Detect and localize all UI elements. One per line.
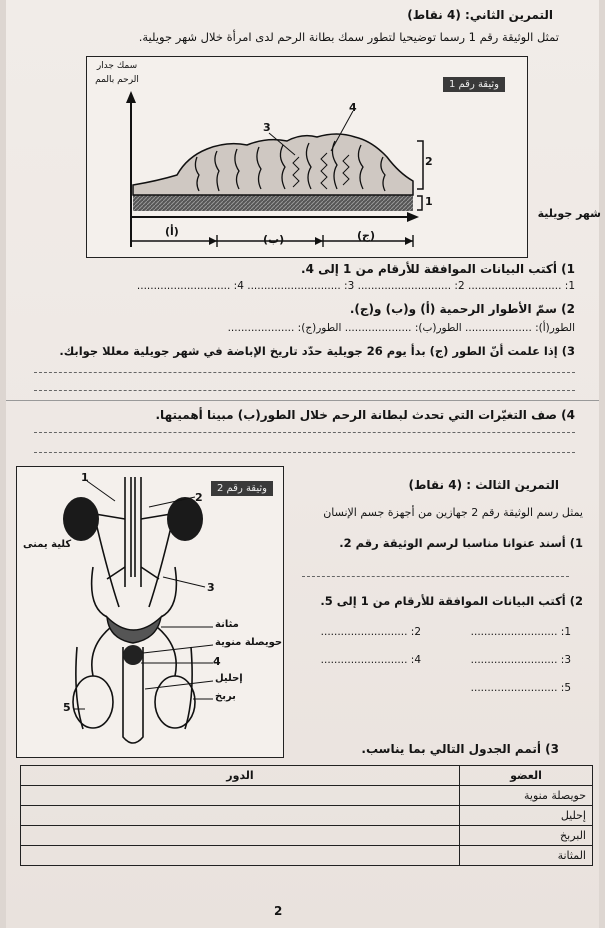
organ-cell: المثانة bbox=[460, 846, 593, 866]
marker-1: 1 bbox=[425, 195, 433, 208]
label-bladder: مثانة bbox=[215, 619, 239, 630]
ex2-title: التمرين الثاني: (4 نقاط) bbox=[407, 8, 553, 22]
document-1-diagram bbox=[86, 56, 601, 258]
label-kidney: كلية يمنى bbox=[23, 539, 72, 550]
table-row bbox=[21, 846, 593, 866]
exam-page bbox=[6, 0, 599, 928]
ex3-blank-4[interactable]: 4: .......................... bbox=[320, 654, 421, 666]
ex3-blank-5[interactable]: 5: .......................... bbox=[470, 682, 571, 694]
ex2-q4-answer-line-1[interactable] bbox=[34, 432, 575, 433]
ex2-q4-answer-line-2[interactable] bbox=[34, 452, 575, 453]
ex2-q3-answer-line-1[interactable] bbox=[34, 372, 575, 373]
doc-2-label: وثيقة رقم 2 bbox=[211, 481, 273, 496]
marker-2: 2 bbox=[425, 155, 433, 168]
organ-cell: إحليل bbox=[460, 806, 593, 826]
header-role: الدور bbox=[21, 766, 460, 786]
ex3-q1: 1) أسند عنوانا مناسبا لرسم الوثيقة رقم 2. bbox=[339, 536, 583, 550]
marker-3: 3 bbox=[263, 121, 271, 134]
label-epididymis: بربخ bbox=[215, 691, 236, 702]
ex3-intro: يمثل رسم الوثيقة رقم 2 جهازين من أجهزة جسم الإنسان bbox=[323, 506, 583, 519]
ex2-q2: 2) سمّ الأطوار الرحمية (أ) و(ب) و(ج). bbox=[349, 302, 575, 316]
ex3-q3: 3) أتمم الجدول التالي بما يناسب. bbox=[361, 742, 559, 756]
ex3-blank-3[interactable]: 3: .......................... bbox=[470, 654, 571, 666]
phase-a: (أ) bbox=[165, 225, 179, 238]
role-cell[interactable] bbox=[21, 826, 460, 846]
ex2-q1-blanks[interactable]: 1: ............................ 2: ............................ 3: ............................ 4: ............................ bbox=[136, 280, 575, 292]
diagram-num-1: 1 bbox=[81, 471, 89, 484]
y-axis-label: سمك جدار الرحم بالمم bbox=[95, 61, 139, 85]
header-organ: العضو bbox=[460, 766, 593, 786]
table-row bbox=[21, 826, 593, 846]
label-urethra: إحليل bbox=[215, 673, 243, 684]
table-row bbox=[21, 806, 593, 826]
diagram-num-4: 4 bbox=[213, 655, 221, 668]
phase-c: (ج) bbox=[357, 229, 375, 242]
page-number: 2 bbox=[274, 904, 283, 918]
ex3-blank-1[interactable]: 1: .......................... bbox=[470, 626, 571, 638]
role-cell[interactable] bbox=[21, 846, 460, 866]
diagram-num-2: 2 bbox=[195, 491, 203, 504]
ex2-intro: تمثل الوثيقة رقم 1 رسما توضيحيا لتطور سمك بطانة الرحم لدى امرأة خلال شهر جويلية. bbox=[138, 30, 559, 44]
role-cell[interactable] bbox=[21, 786, 460, 806]
organ-role-table bbox=[20, 765, 593, 866]
ex3-title: التمرين الثالث : (4 نقاط) bbox=[408, 478, 559, 492]
ex2-q1: 1) أكتب البيانات الموافقة للأرقام من 1 إلى 4. bbox=[301, 262, 575, 276]
diagram-num-3: 3 bbox=[207, 581, 215, 594]
table-header-row bbox=[21, 766, 593, 786]
role-cell[interactable] bbox=[21, 806, 460, 826]
diagram-num-5: 5 bbox=[63, 701, 71, 714]
document-2-diagram bbox=[16, 466, 284, 758]
marker-4: 4 bbox=[349, 101, 357, 114]
ex2-q3-answer-line-2[interactable] bbox=[34, 390, 575, 391]
doc-1-label: وثيقة رقم 1 bbox=[443, 77, 505, 92]
table-row bbox=[21, 786, 593, 806]
ex3-q2: 2) أكتب البيانات الموافقة للأرقام من 1 إلى 5. bbox=[320, 594, 583, 608]
phase-b: (ب) bbox=[263, 233, 285, 246]
section-divider bbox=[6, 400, 599, 401]
ex3-q1-answer-line[interactable] bbox=[302, 576, 569, 577]
ex2-q4: 4) صف التغيّرات التي تحدث لبطانة الرحم خلال الطور(ب) مبينا أهميتها. bbox=[155, 408, 575, 422]
ex2-q3: 3) إذا علمت أنّ الطور (ج) بدأ يوم 26 جويلية حدّد تاريخ الإباضة في شهر جويلية معللا جوابك. bbox=[59, 344, 575, 358]
urogenital-system-drawing bbox=[17, 467, 283, 757]
organ-cell: حويصلة منوية bbox=[460, 786, 593, 806]
organ-cell: البربخ bbox=[460, 826, 593, 846]
label-seminal-vesicle: حويصلة منوية bbox=[215, 637, 283, 648]
x-axis-label: شهر جويلية bbox=[537, 207, 601, 220]
ex2-q2-blanks[interactable]: الطور(أ): .................... الطور(ب): .................... الطور(ج): .................... bbox=[227, 322, 575, 334]
ex3-blank-2[interactable]: 2: .......................... bbox=[320, 626, 421, 638]
